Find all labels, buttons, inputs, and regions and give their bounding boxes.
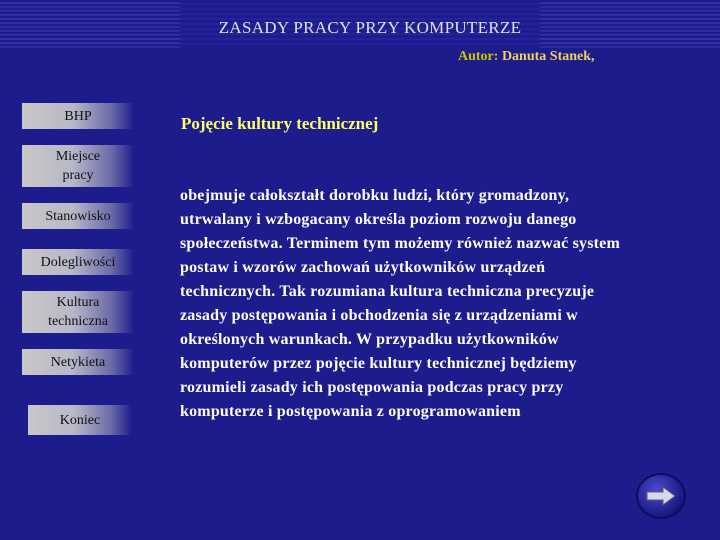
content-body: obejmuje całokształt dorobku ludzi, który gromadzony, utrwalany i wzbogacany określa poziom rozwoju danego społeczeństwa. Terminem tym możemy również nazwać system postaw i wzorów zachowań użytkowników urządzeń technicznych. Tak rozumiana kultura techniczna precyzuje zasady postępowania i obchodzenia się z urządzeniami w określonych warunkach. W przypadku użytkowników komputerów przez pojęcie kultury technicznej będziemy rozumieli zasady ich postępowania podczas pracy przy komputerze i postępowania z oprogramowaniem bbox=[180, 187, 620, 420]
author-line bbox=[458, 49, 595, 65]
author-name: Danuta Stanek, bbox=[501, 49, 595, 64]
nav-button-netykieta[interactable] bbox=[22, 349, 134, 375]
nav-button-miejsce-pracy[interactable] bbox=[22, 145, 134, 187]
author-label: Autor: bbox=[458, 49, 499, 64]
nav-button-label: Dolegliwości bbox=[40, 254, 116, 270]
page-title: ZASADY PRACY PRZY KOMPUTERZE bbox=[218, 18, 522, 37]
nav-button-label: Koniec bbox=[59, 412, 101, 428]
next-button[interactable] bbox=[636, 473, 686, 519]
arrow-right-icon bbox=[645, 485, 677, 507]
nav-button-stanowisko[interactable] bbox=[22, 203, 134, 229]
nav-button-label: Stanowisko bbox=[45, 208, 111, 224]
nav-button-label: BHP bbox=[64, 108, 92, 124]
nav-button-label: Kultura techniczna bbox=[48, 295, 108, 329]
nav-button-kultura-techniczna[interactable] bbox=[22, 291, 134, 333]
nav-button-bhp[interactable] bbox=[22, 103, 134, 129]
nav-button-koniec[interactable] bbox=[28, 405, 132, 435]
content-heading: Pojęcie kultury technicznej bbox=[181, 114, 379, 133]
nav-button-label: Netykieta bbox=[50, 354, 106, 370]
nav-button-dolegliwosci[interactable] bbox=[22, 249, 134, 275]
nav-button-label: Miejsce pracy bbox=[55, 149, 101, 183]
